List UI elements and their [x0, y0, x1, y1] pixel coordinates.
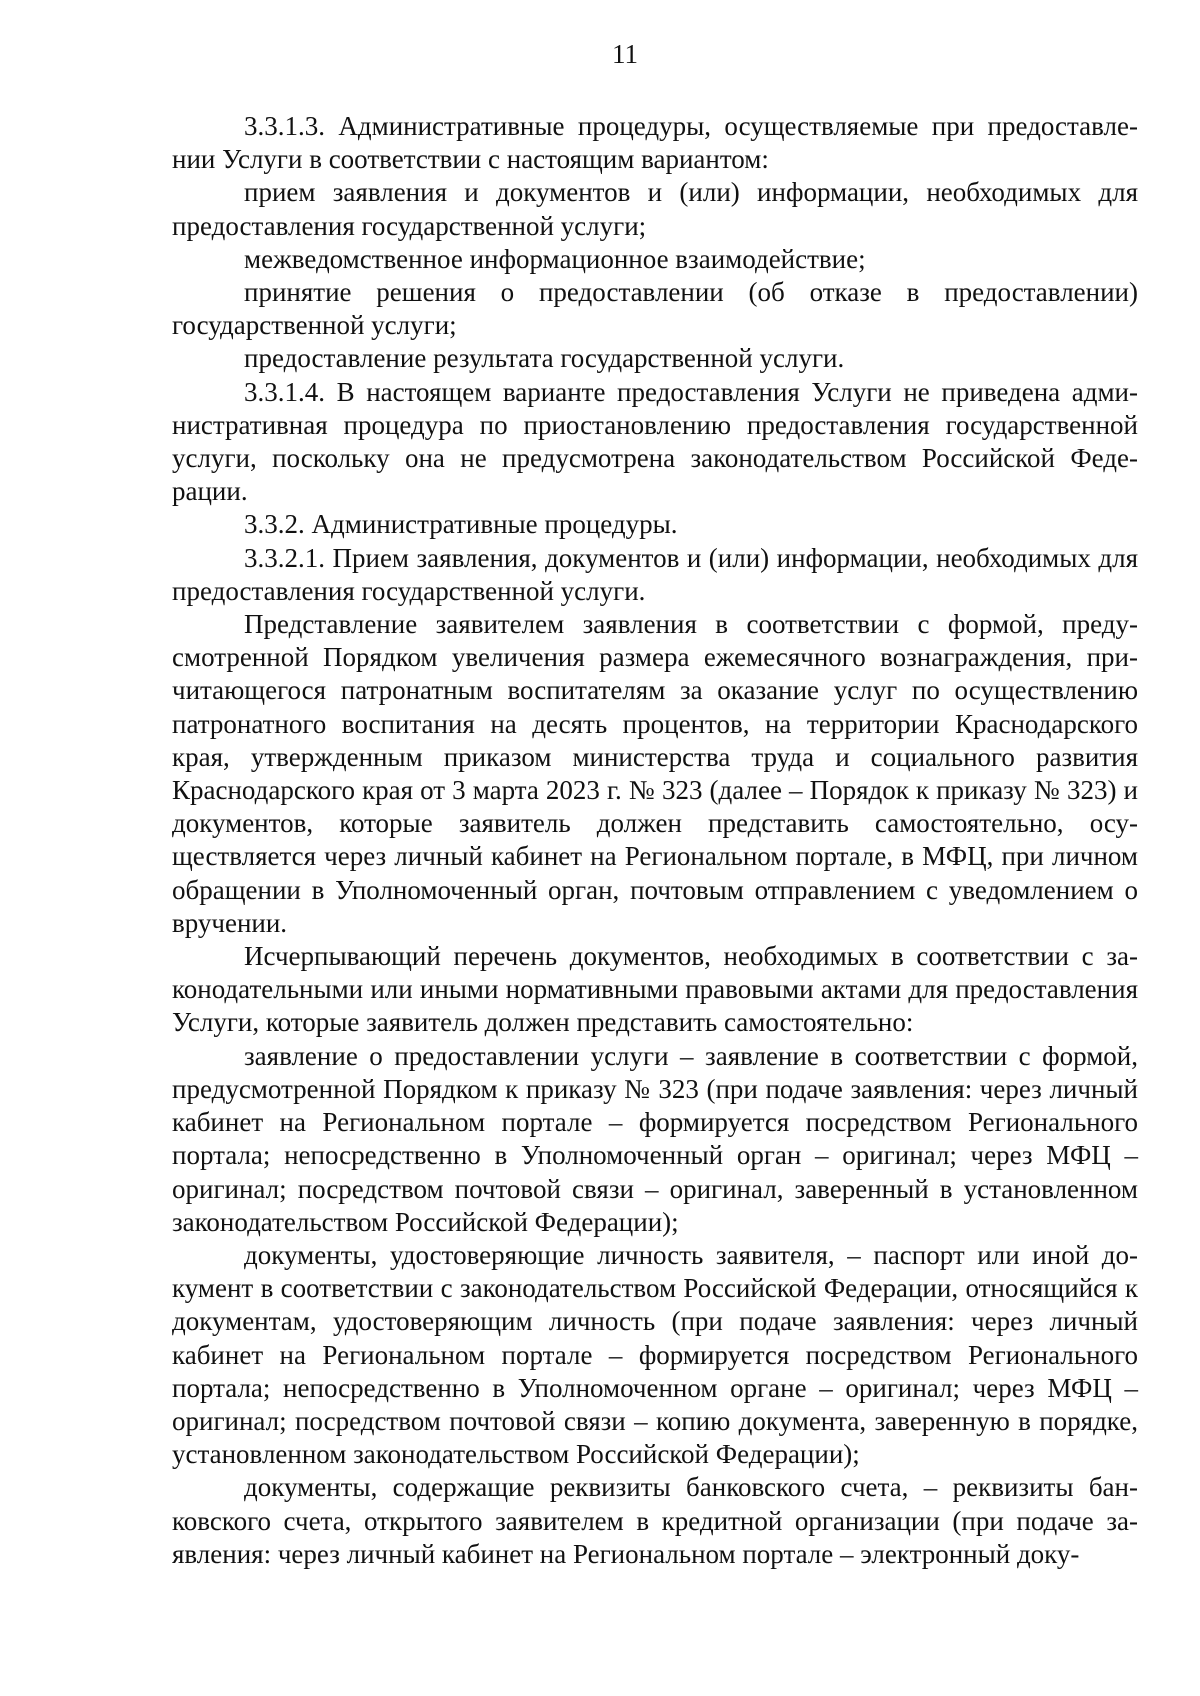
list-item-interagency-interaction: межведомственное информационное взаимодействие;	[244, 243, 866, 274]
list-item-bank-details: документы, содержащие реквизиты банковского счета, – реквизиты банковского счета, открытого заявителем в кредитной организации (при подаче заявления: через личный кабинет на Региональном портале – электронный доку-	[172, 1472, 1138, 1569]
list-item-result-provision: предоставление результата государственной услуги.	[244, 343, 845, 374]
document-body	[172, 110, 1138, 1571]
paragraph-3-3-1-4: 3.3.1.4. В настоящем варианте предоставления Услуги не приведена административная процедура по приостановлению предоставления государственной услуги, поскольку она не предусмотрена законодательством Российской Федерации.	[172, 376, 1138, 507]
paragraph-application-submission: Представление заявителем заявления в соответствии с формой, предусмотренной Порядком увеличения размера ежемесячного вознаграждения, причитающегося патронатным воспитателям за оказание услуг по осуществлению патронатного воспитания на десять процентов, на территории Краснодарского края, утвержденным приказом министерства труда и социального развития Краснодарского края от 3 марта 2023 г. № 323 (далее – Порядок к приказу № 323) и документов, которые заявитель должен представить самостоятельно, осуществляется через личный кабинет на Региональном портале, в МФЦ, при личном обращении в Уполномоченный орган, почтовым отправлением с уведомлением о вручении.	[172, 609, 1138, 938]
paragraph-3-3-2-1: 3.3.2.1. Прием заявления, документов и (или) информации, необходимых для предоставления государственной услуги.	[172, 542, 1138, 606]
list-item-identity-documents: документы, удостоверяющие личность заявителя, – паспорт или иной документ в соответствии с законодательством Российской Федерации, относящийся к документам, удостоверяющим личность (при подаче заявления: через личный кабинет на Региональном портале – формируется посредством Регионального портала; непосредственно в Уполномоченном органе – оригинал; через МФЦ – оригинал; посредством почтовой связи – копию документа, заверенную в порядке, установленном законодательством Российской Федерации);	[172, 1239, 1138, 1470]
section-heading-3-3-2: 3.3.2. Административные процедуры.	[244, 509, 678, 540]
page-number: 11	[612, 39, 638, 69]
paragraph-documents-list-intro: Исчерпывающий перечень документов, необходимых в соответствии с законодательными или иными нормативными правовыми актами для предоставления Услуги, которые заявитель должен представить самостоятельно:	[172, 941, 1138, 1038]
list-item-application-reception: прием заявления и документов и (или) информации, необходимых для предоставления государственной услуги;	[172, 177, 1138, 241]
list-item-application: заявление о предоставлении услуги – заявление в соответствии с формой, предусмотренной Порядком к приказу № 323 (при подаче заявления: через личный кабинет на Региональном портале – формируется посредством Регионального портала; непосредственно в Уполномоченный орган – оригинал; через МФЦ – оригинал; посредством почтовой связи – оригинал, заверенный в установленном законодательством Российской Федерации);	[172, 1040, 1138, 1237]
list-item-decision: принятие решения о предоставлении (об отказе в предоставлении) государственной услуги;	[172, 277, 1138, 341]
paragraph-3-3-1-3: 3.3.1.3. Административные процедуры, осуществляемые при предоставлении Услуги в соответствии с настоящим вариантом:	[172, 111, 1138, 175]
